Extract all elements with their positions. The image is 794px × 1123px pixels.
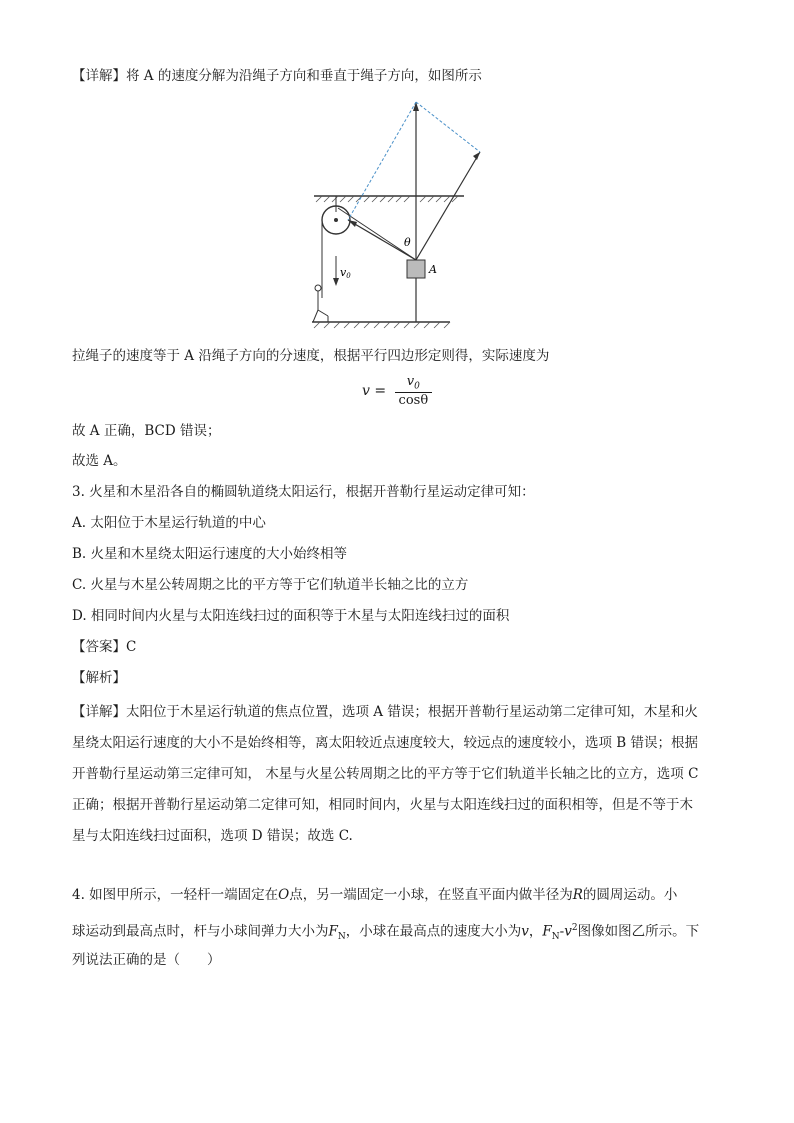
q3-option-b: B. 火星和木星绕太阳运行速度的大小始终相等 (72, 546, 348, 562)
velocity-formula: v = $\frac{v_0}{\cos\theta}$ (362, 374, 432, 408)
q3-option-d: D. 相同时间内火星与太阳连线扫过的面积等于木星与太阳连线扫过的面积 (72, 608, 510, 624)
detail-line-1: 【详解】将 A 的速度分解为沿绳子方向和垂直于绳子方向，如图所示 (72, 68, 482, 84)
q3-option-a: A. 太阳位于木星运行轨道的中心 (72, 515, 266, 531)
label-v0: v0 (340, 266, 351, 280)
q4-line-3: 列说法正确的是（ ） (72, 952, 221, 968)
q4-line-2: 球运动到最高点时，杆与小球间弹力大小为$F_N$，小球在最高点的速度大小为v，$F_N-v^2$图像如图乙所示。下 (72, 923, 700, 943)
q3-detail-5: 星与太阳连线扫过面积，选项 D 错误；故选 C. (72, 828, 353, 844)
label-theta: θ (404, 236, 411, 249)
block-a (407, 260, 425, 278)
q3-detail-2: 星绕太阳运行速度的大小不是始终相等，离太阳较近点速度较大，较远点的速度较小，选项 B 错误；根据 (72, 735, 699, 751)
q3-stem: 3. 火星和木星沿各自的椭圆轨道绕太阳运行，根据开普勒行星运动定律可知： (72, 484, 535, 500)
q3-option-c: C. 火星与木星公转周期之比的平方等于它们轨道半长轴之比的立方 (72, 577, 469, 593)
q3-detail-4: 正确；根据开普勒行星运动第二定律可知，相同时间内，火星与太阳连线扫过的面积相等，但是不等于木 (72, 797, 693, 813)
q3-detail-3: 开普勒行星运动第三定律可知， 木星与火星公转周期之比的平方等于它们轨道半长轴之比的立方，选项 C (72, 766, 699, 782)
q3-analysis: 【解析】 (72, 670, 126, 686)
detail-line-3: 故 A 正确，BCD 错误； (72, 423, 221, 439)
detail-line-4: 故选 A。 (72, 453, 127, 469)
formula-lhs: v = (362, 382, 387, 399)
q3-answer: 【答案】C (72, 639, 137, 655)
label-a: A (429, 263, 437, 276)
detail-line-2: 拉绳子的速度等于 A 沿绳子方向的分速度，根据平行四边形定则得，实际速度为 (72, 348, 550, 364)
q3-detail-1: 【详解】太阳位于木星运行轨道的焦点位置，选项 A 错误；根据开普勒行星运动第二定律可知，木星和火 (72, 704, 698, 720)
q4-line-1: 4. 如图甲所示，一轻杆一端固定在O点，另一端固定一小球，在竖直平面内做半径为R的圆周运动。小 (72, 887, 678, 903)
velocity-decomposition-figure (300, 96, 500, 336)
